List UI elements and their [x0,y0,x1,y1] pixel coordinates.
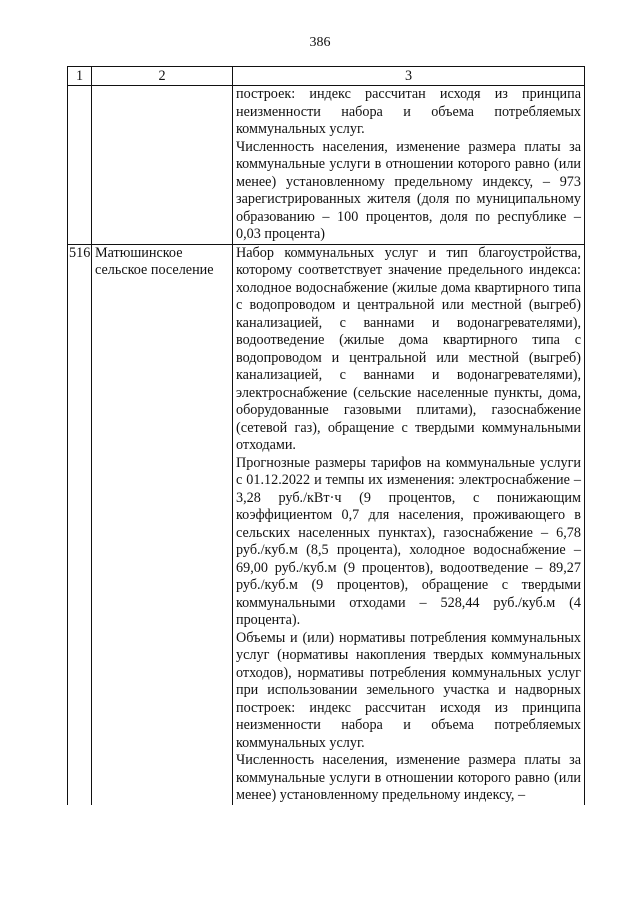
paragraph: Набор коммунальных услуг и тип благоустройства, которому соответствует значение предельного индекса: холодное водоснабжение (жилые дома квартирного типа с водопроводом и центральной или местной (выгреб) канализацией, с ваннами и водонагревателями), водоотведение (жилые дома квартирного типа с водопроводом и центральной или местной (выгреб) канализацией, с ваннами и водонагревателями), электроснабжение (сельские населенные пункты, дома, оборудованные газовыми плитами), газоснабжение (сетевой газ), обращение с твердыми коммунальными отходами. [236,244,581,453]
settlement-name [92,86,233,245]
paragraph: Численность населения, изменение размера платы за коммунальные услуги в отношении которого равно (или менее) установленному предельному индексу, – 973 зарегистрированных жителя (доля по муниципальному образованию – 100 процентов, доля по республике – 0,03 процента) [236,138,581,242]
header-col-3: 3 [233,67,585,86]
header-col-1: 1 [68,67,92,86]
table-row-516 [68,244,585,805]
settlement-name: Матюшинское сельское поселение [92,244,233,805]
paragraph: Объемы и (или) нормативы потребления коммунальных услуг (нормативы накопления твердых коммунальных отходов), нормативы потребления коммунальных услуг при использовании земельного участка и надворных построек: индекс рассчитан исходя из принципа неизменности набора и объема потребляемых коммунальных услуг. [236,629,581,751]
table-row-continuation [68,86,585,245]
row-number: 516 [68,244,92,805]
page-number: 386 [309,35,331,50]
index-description [233,244,585,805]
header-row [68,67,585,86]
municipal-index-table [67,66,585,805]
header-col-2: 2 [92,67,233,86]
paragraph: Прогнозные размеры тарифов на коммунальные услуги с 01.12.2022 и темпы их изменения: электроснабжение – 3,28 руб./кВт·ч (9 процентов, с понижающим коэффициентом 0,7 для населения, проживающего в сельских населенных пунктах), газоснабжение – 6,78 руб./куб.м (8,5 процента), холодное водоснабжение – 69,00 руб./куб.м (9 процентов), водоотведение – 89,27 руб./куб.м (9 процентов), обращение с твердыми коммунальными отходами – 528,44 руб./куб.м (4 процента). [236,454,581,628]
row-number [68,86,92,245]
index-description [233,86,585,245]
paragraph: построек: индекс рассчитан исходя из принципа неизменности набора и объема потребляемых коммунальных услуг. [236,86,581,137]
paragraph: Численность населения, изменение размера платы за коммунальные услуги в отношении которого равно (или менее) установленному предельному индексу, – [236,752,581,803]
